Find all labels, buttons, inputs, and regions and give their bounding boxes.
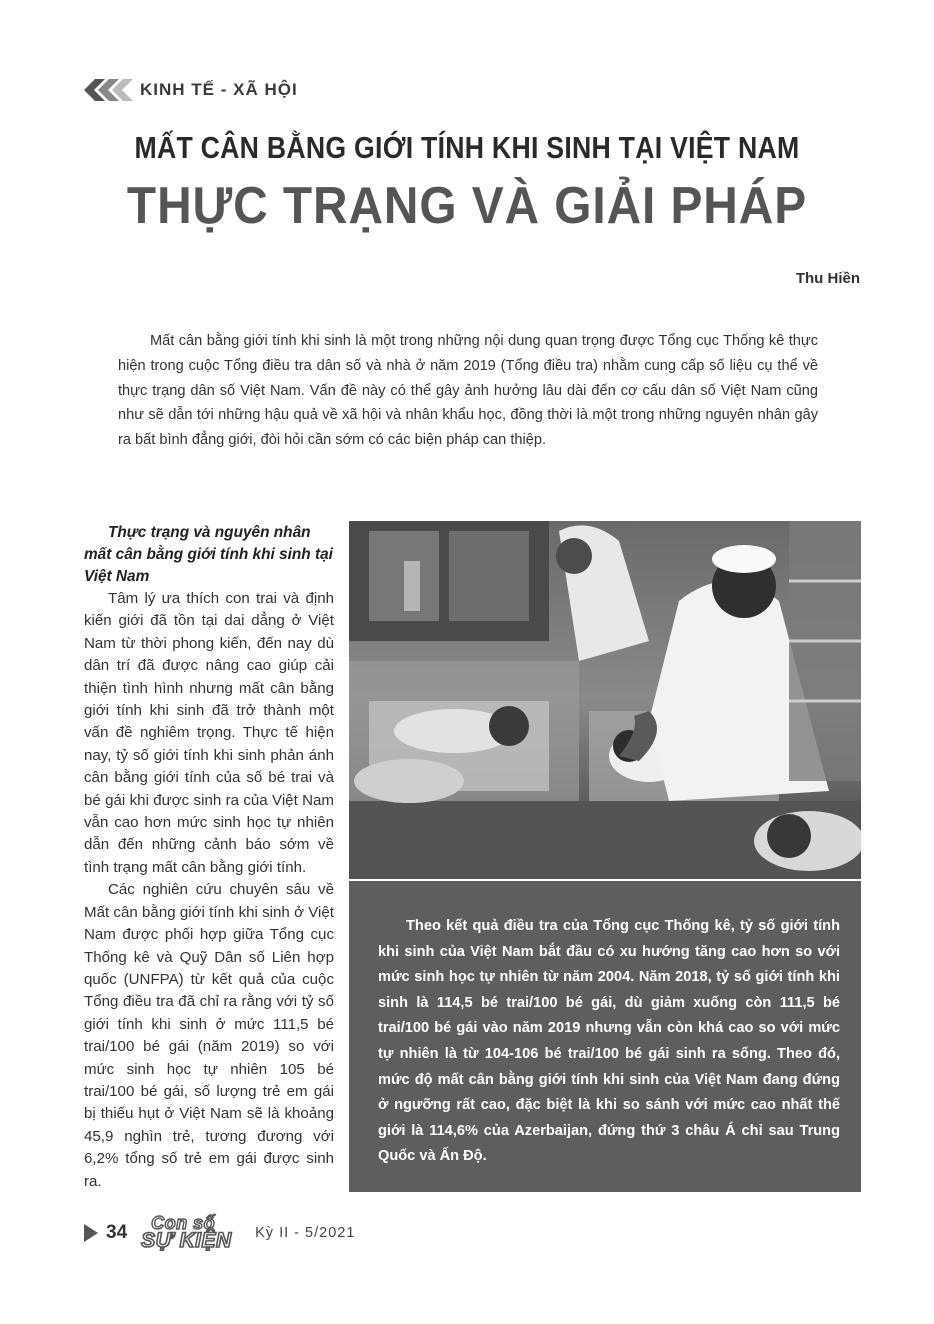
article-title-line2: THỰC TRẠNG VÀ GIẢI PHÁP [126, 177, 808, 235]
article-title-line1: MẤT CÂN BẰNG GIỚI TÍNH KHI SINH TẠI VIỆT NAM [134, 130, 800, 165]
issue-label: Kỳ II - 5/2021 [255, 1225, 356, 1241]
highlight-text: Theo kết quả điều tra của Tổng cục Thống kê, tỷ số giới tính khi sinh của Việt Nam bắt đầu có xu hướng tăng cao hơn so với mức sinh học tự nhiên từ năm 2004. Năm 2018, tỷ số giới tính khi sinh là 114,5 bé trai/100 bé gái, dù giảm xuống còn 111,5 bé trai/100 bé gái vào năm 2019 nhưng vẫn còn khá cao so với mức tự nhiên là từ 104-106 bé trai/100 bé gái sinh ra sống. Theo đó, mức độ mất cân bằng giới tính khi sinh của Việt Nam đang đứng ở ngưỡng rất cao, đặc biệt là khi so sánh với mức cao nhất thế giới là 114,6% của Azerbaijan, đứng thứ 3 châu Á chỉ sau Trung Quốc và Ấn Độ. [378, 918, 840, 1165]
page-footer [84, 1213, 356, 1252]
body-paragraph-1: Tâm lý ưa thích con trai và định kiến giới đã tồn tại dai dẳng ở Việt Nam từ thời phong kiến, đến nay dù dân trí đã được nâng cao giúp cải thiện tình hình nhưng mất cân bằng giới tính khi sinh đã trở thành một vấn đề nghiêm trọng. Thực tế hiện nay, tỷ số giới tính khi sinh phản ánh cân bằng giới tính của số bé trai và bé gái khi được sinh ra của Việt Nam vẫn cao hơn mức sinh học tự nhiên dẫn đến những cảnh báo sớm về tình trạng mất cân bằng giới tính. [84, 590, 334, 876]
left-column [84, 522, 334, 1193]
double-chevron-left-icon [84, 79, 134, 101]
section-header [84, 78, 298, 102]
logo-top-text: Con số [151, 1213, 216, 1233]
newborn-nursery-photo [349, 521, 861, 879]
section-subheading: Thực trạng và nguyên nhân mất cân bằng giới tính khi sinh tại Việt Nam [84, 524, 333, 585]
triangle-right-icon [84, 1224, 98, 1242]
lead-paragraph: Mất cân bằng giới tính khi sinh là một trong những nội dung quan trọng được Tổng cục Thống kê thực hiện trong cuộc Tổng điều tra dân số và nhà ở năm 2019 (Tổng điều tra) nhằm cung cấp số liệu cụ thể về thực trạng dân số Việt Nam. Vấn đề này có thể gây ảnh hưởng lâu dài đến cơ cấu dân số Việt Nam cũng như sẽ dẫn tới những hậu quả về xã hội và nhân khẩu học, đồng thời là một trong những nguyên nhân gây ra bất bình đẳng giới, đòi hỏi cần sớm có các biện pháp can thiệp. [118, 333, 818, 449]
logo-bottom-text: SỰ KIỆN [141, 1229, 232, 1252]
section-label: KINH TẾ - XÃ HỘI [140, 80, 298, 99]
body-paragraph-2: Các nghiên cứu chuyên sâu về Mất cân bằng giới tính khi sinh ở Việt Nam được phối hợp giữa Tổng cục Thống kê và Quỹ Dân số Liên hợp quốc (UNFPA) từ kết quả của cuộc Tổng điều tra đã chỉ ra rằng với tỷ số giới tính khi sinh ở mức 111,5 bé trai/100 bé gái (năm 2019) so với mức sinh học tự nhiên 105 bé trai/100 bé gái, số lượng trẻ em gái bị thiếu hụt ở Việt Nam sẽ là khoảng 45,9 nghìn trẻ, tương đương với 6,2% tổng số trẻ em gái được sinh ra. [84, 881, 334, 1190]
author-name: Thu Hiền [795, 270, 860, 287]
magazine-logo [139, 1215, 251, 1251]
page-number: 34 [106, 1222, 128, 1243]
